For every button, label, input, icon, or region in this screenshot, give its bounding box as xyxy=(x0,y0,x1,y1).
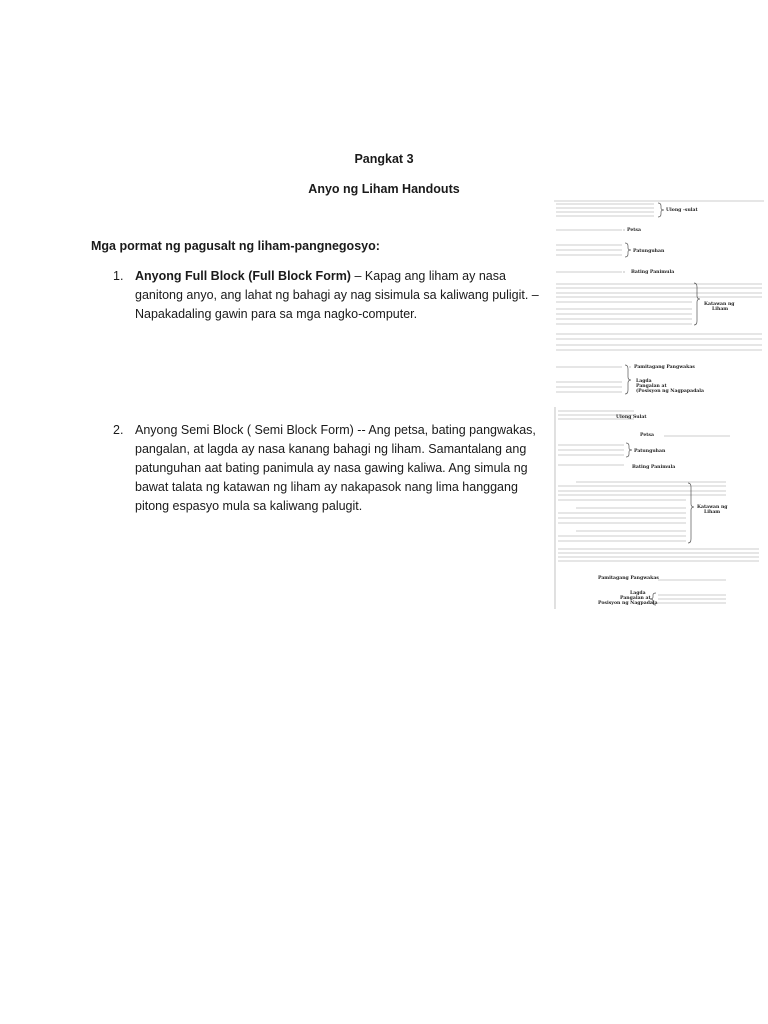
label-ulong-sulat: Ulong Sulat xyxy=(616,415,647,420)
label-lagda: Lagda xyxy=(636,379,652,384)
semi-block-diagram-svg xyxy=(554,407,764,609)
full-block-diagram-svg xyxy=(554,199,764,397)
list-item-text xyxy=(135,421,543,516)
label-pamitagang-pangwakas: Pamitagang Pangwakas xyxy=(598,576,659,581)
list-item-description: – Kapag ang liham ay nasa ganitong anyo, ang lahat ng bahagi ay nag sisimula sa kaliwang puligit. – Napakadaling gawin para sa mga nagko-computer. xyxy=(135,269,539,321)
label-pangalan: Pangalan at xyxy=(636,384,667,389)
list-number: 1. xyxy=(113,269,124,283)
semi-block-letter-diagram xyxy=(554,407,764,609)
diagram-lines xyxy=(554,201,764,392)
label-katawan-line2: Liham xyxy=(712,307,729,312)
label-pamitagang-pangwakas: Pamitagang Pangwakas xyxy=(634,365,695,370)
list-item-semi-block xyxy=(113,421,543,516)
list-item-full-block xyxy=(113,267,543,324)
full-block-letter-diagram xyxy=(554,199,764,397)
label-patunguhan: Patunguhan xyxy=(634,449,666,454)
label-katawan-line1: Katawan ng xyxy=(697,505,728,510)
label-pangalan: Pangalan at xyxy=(620,596,651,601)
label-patunguhan: Patunguhan xyxy=(633,249,665,254)
label-katawan-line1: Katawan ng xyxy=(704,302,735,307)
document-subtitle: Anyo ng Liham Handouts xyxy=(308,182,460,196)
label-bating-panimula: Bating Panimula xyxy=(632,465,676,470)
section-heading: Mga pormat ng pagusalt ng liham-pangnegosyo: xyxy=(91,239,380,253)
label-petsa: Petsa xyxy=(640,433,654,438)
list-number: 2. xyxy=(113,423,124,437)
label-ulong-sulat: Ulong -sulat xyxy=(666,208,698,213)
list-item-text xyxy=(135,267,543,324)
label-posisyon: Posisyon ng Nagpadala xyxy=(598,601,658,606)
label-bating-panimula: Bating Panimula xyxy=(631,270,675,275)
label-posisyon: (Posisyon ng Nagpapadala xyxy=(636,389,704,394)
label-katawan-line2: Liham xyxy=(704,510,721,515)
list-item-description: Anyong Semi Block ( Semi Block Form) -- Ang petsa, bating pangwakas, pangalan, at lagda ay nasa kanang bahagi ng liham. Samantalang ang patunguhan aat bating panimula ay nasa gawing kaliwa. Ang simula ng bawat talata ng katawan ng liham ay nakapasok nang lima hanggang pitong espasyo mula sa kaliwang palugit. xyxy=(135,423,536,513)
label-lagda: Lagda xyxy=(630,591,646,596)
list-item-bold-term: Anyong Full Block (Full Block Form) xyxy=(135,269,351,283)
label-petsa: Petsa xyxy=(627,228,641,233)
document-title: Pangkat 3 xyxy=(354,152,414,166)
